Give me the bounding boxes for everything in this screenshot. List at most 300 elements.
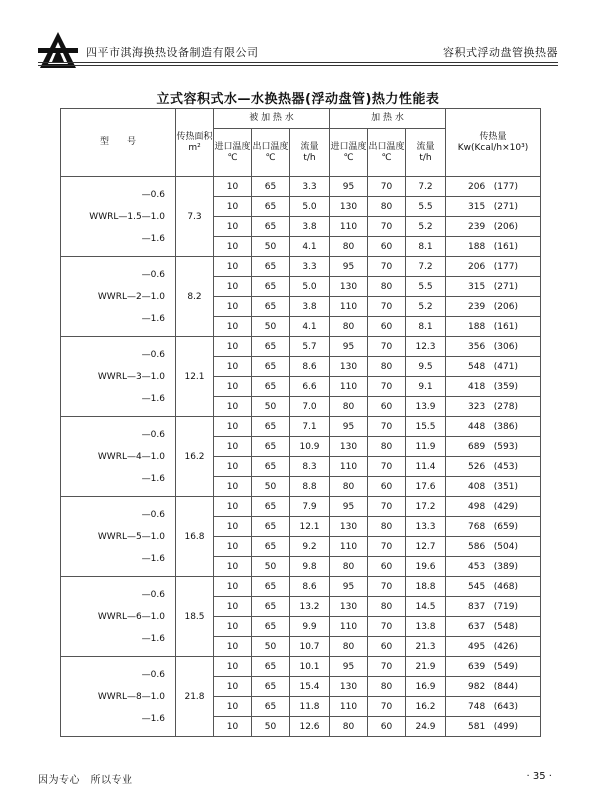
heated-outlet-cell: 65 [252,677,290,697]
heat-duty-cell [446,177,541,197]
heated-outlet-cell: 65 [252,197,290,217]
heated-outlet-cell: 65 [252,537,290,557]
heated-outlet-cell: 65 [252,697,290,717]
heat-duty-cell [446,217,541,237]
heating-outlet-cell: 80 [368,357,406,377]
heated-flow-cell: 10.1 [290,657,330,677]
heated-flow-cell: 7.0 [290,397,330,417]
heat-duty-kw: 315 [468,201,486,212]
heating-flow-cell: 5.2 [406,297,446,317]
col-heated-flow: 流量 t/h [290,129,330,177]
model-spec: —0.6 [141,429,165,440]
heated-outlet-cell: 50 [252,557,290,577]
heated-outlet-cell: 65 [252,457,290,477]
heated-inlet-cell: 10 [214,277,252,297]
model-spec: WWRL—8—1.0 [97,691,165,702]
model-cell [61,657,176,737]
heat-duty-kcal: (389) [493,561,518,572]
heated-flow-cell: 13.2 [290,597,330,617]
table-row [61,497,541,517]
heating-inlet-cell: 80 [330,237,368,257]
heated-inlet-cell: 10 [214,197,252,217]
heated-inlet-cell: 10 [214,537,252,557]
heating-outlet-cell: 80 [368,517,406,537]
heat-duty-kw: 548 [468,361,486,372]
col-heated-outlet: 出口温度 ℃ [252,129,290,177]
heated-inlet-cell: 10 [214,477,252,497]
heating-outlet-cell: 70 [368,297,406,317]
heating-outlet-cell: 70 [368,657,406,677]
header-rule-thin [38,65,558,66]
model-cell [61,257,176,337]
heated-inlet-cell: 10 [214,177,252,197]
heated-outlet-cell: 65 [252,357,290,377]
heated-inlet-cell: 10 [214,217,252,237]
heat-duty-kcal: (504) [493,541,518,552]
model-spec: WWRL—3—1.0 [97,371,165,382]
model-spec: —1.6 [141,233,165,244]
heat-duty-cell [446,477,541,497]
heating-flow-cell: 5.5 [406,277,446,297]
heating-inlet-cell: 130 [330,677,368,697]
table-row [61,177,541,197]
heat-duty-cell [446,377,541,397]
model-spec: —1.6 [141,633,165,644]
heat-duty-kw: 418 [468,381,486,392]
heat-duty-kcal: (306) [493,341,518,352]
heated-flow-cell: 3.3 [290,177,330,197]
heat-duty-kw: 323 [468,401,486,412]
heating-inlet-cell: 110 [330,377,368,397]
heat-duty-kw: 206 [468,181,486,192]
heating-outlet-cell: 70 [368,497,406,517]
heating-flow-cell: 12.7 [406,537,446,557]
heated-outlet-cell: 65 [252,597,290,617]
heated-outlet-cell: 50 [252,397,290,417]
heating-inlet-cell: 130 [330,277,368,297]
page-number: · 35 · [526,771,552,782]
company-logo-icon [38,30,78,70]
heating-outlet-cell: 80 [368,677,406,697]
heat-duty-kw: 356 [468,341,486,352]
heating-inlet-cell: 95 [330,177,368,197]
heat-duty-kcal: (386) [493,421,518,432]
heat-duty-kw: 239 [468,301,486,312]
heat-duty-cell [446,597,541,617]
col-heated-water: 被 加 热 水 [214,109,330,129]
heated-outlet-cell: 65 [252,297,290,317]
heated-outlet-cell: 65 [252,277,290,297]
heat-duty-cell [446,617,541,637]
heat-duty-cell [446,297,541,317]
heating-inlet-cell: 80 [330,397,368,417]
model-spec: —0.6 [141,589,165,600]
heat-duty-kw: 982 [468,681,486,692]
heat-duty-cell [446,277,541,297]
heat-duty-kw: 315 [468,281,486,292]
heating-outlet-cell: 70 [368,577,406,597]
header-rule [38,62,558,63]
heated-flow-cell: 11.8 [290,697,330,717]
heating-outlet-cell: 80 [368,277,406,297]
heating-inlet-cell: 95 [330,257,368,277]
heat-duty-kcal: (359) [493,381,518,392]
heating-inlet-cell: 130 [330,597,368,617]
model-spec: —0.6 [141,669,165,680]
heating-outlet-cell: 70 [368,417,406,437]
heated-outlet-cell: 65 [252,577,290,597]
heated-inlet-cell: 10 [214,437,252,457]
heating-inlet-cell: 110 [330,217,368,237]
table-title: 立式容积式水—水换热器(浮动盘管)热力性能表 [156,92,440,107]
heating-flow-cell: 15.5 [406,417,446,437]
heat-duty-kcal: (271) [493,201,518,212]
heat-duty-kcal: (278) [493,401,518,412]
heated-flow-cell: 15.4 [290,677,330,697]
heating-outlet-cell: 70 [368,177,406,197]
heated-inlet-cell: 10 [214,637,252,657]
heat-duty-cell [446,257,541,277]
heat-duty-kw: 545 [468,581,486,592]
heating-outlet-cell: 70 [368,617,406,637]
table-row [61,417,541,437]
heated-inlet-cell: 10 [214,657,252,677]
heat-duty-kcal: (161) [493,321,518,332]
heating-outlet-cell: 80 [368,597,406,617]
heat-duty-cell [446,317,541,337]
table-row [61,337,541,357]
heating-outlet-cell: 70 [368,377,406,397]
model-cell [61,177,176,257]
heated-outlet-cell: 65 [252,497,290,517]
heated-flow-cell: 12.6 [290,717,330,737]
heated-inlet-cell: 10 [214,337,252,357]
heat-duty-cell [446,657,541,677]
heat-duty-cell [446,697,541,717]
heating-inlet-cell: 110 [330,617,368,637]
col-heating-flow: 流量 t/h [406,129,446,177]
heating-flow-cell: 13.3 [406,517,446,537]
heated-inlet-cell: 10 [214,257,252,277]
heat-duty-kcal: (659) [493,521,518,532]
heating-outlet-cell: 60 [368,557,406,577]
heated-flow-cell: 8.8 [290,477,330,497]
heating-flow-cell: 21.3 [406,637,446,657]
heated-flow-cell: 7.9 [290,497,330,517]
heating-flow-cell: 8.1 [406,237,446,257]
heating-outlet-cell: 70 [368,457,406,477]
heat-duty-kcal: (351) [493,481,518,492]
col-area [176,109,214,177]
heat-duty-kcal: (177) [493,181,518,192]
heat-duty-cell [446,497,541,517]
heated-flow-cell: 10.7 [290,637,330,657]
heat-duty-kcal: (429) [493,501,518,512]
heating-inlet-cell: 130 [330,517,368,537]
heated-inlet-cell: 10 [214,237,252,257]
area-cell: 8.2 [176,257,214,337]
heated-outlet-cell: 65 [252,377,290,397]
heating-inlet-cell: 80 [330,317,368,337]
heating-inlet-cell: 80 [330,557,368,577]
heat-duty-cell [446,557,541,577]
heating-flow-cell: 13.8 [406,617,446,637]
heat-duty-kw: 768 [468,521,486,532]
model-spec: —0.6 [141,189,165,200]
model-spec: WWRL—4—1.0 [97,451,165,462]
heat-duty-cell [446,637,541,657]
heated-inlet-cell: 10 [214,297,252,317]
heat-duty-kw: 239 [468,221,486,232]
heated-inlet-cell: 10 [214,677,252,697]
col-area-unit: m² [188,142,201,153]
heat-duty-kcal: (453) [493,461,518,472]
heat-duty-cell [446,537,541,557]
heat-duty-cell [446,197,541,217]
heated-inlet-cell: 10 [214,517,252,537]
table-row [61,657,541,677]
heated-outlet-cell: 65 [252,657,290,677]
heat-duty-kw: 498 [468,501,486,512]
model-spec: WWRL—6—1.0 [97,611,165,622]
heated-outlet-cell: 65 [252,417,290,437]
heating-inlet-cell: 80 [330,477,368,497]
heated-inlet-cell: 10 [214,717,252,737]
heating-inlet-cell: 110 [330,297,368,317]
heat-duty-cell [446,437,541,457]
col-heating-water: 加 热 水 [330,109,446,129]
area-cell: 21.8 [176,657,214,737]
heated-flow-cell: 5.7 [290,337,330,357]
heat-duty-kw: 581 [468,721,486,732]
model-spec: WWRL—5—1.0 [97,531,165,542]
heat-duty-kw: 408 [468,481,486,492]
heating-flow-cell: 7.2 [406,257,446,277]
heated-outlet-cell: 50 [252,237,290,257]
model-spec: WWRL—1.5—1.0 [89,211,165,222]
heated-outlet-cell: 65 [252,177,290,197]
heated-flow-cell: 4.1 [290,237,330,257]
model-cell [61,577,176,657]
heated-inlet-cell: 10 [214,457,252,477]
heat-duty-cell [446,337,541,357]
model-cell [61,417,176,497]
col-heated-inlet: 进口温度 ℃ [214,129,252,177]
model-spec: WWRL—2—1.0 [97,291,165,302]
heating-flow-cell: 7.2 [406,177,446,197]
heat-duty-kw: 448 [468,421,486,432]
heat-duty-cell [446,717,541,737]
heated-flow-cell: 9.2 [290,537,330,557]
heated-flow-cell: 7.1 [290,417,330,437]
heat-duty-kcal: (844) [493,681,518,692]
heated-inlet-cell: 10 [214,417,252,437]
heated-outlet-cell: 65 [252,337,290,357]
heating-flow-cell: 16.2 [406,697,446,717]
heat-duty-cell [446,357,541,377]
heat-duty-kw: 837 [468,601,486,612]
heat-duty-kcal: (719) [493,601,518,612]
heating-outlet-cell: 70 [368,217,406,237]
product-name: 容积式浮动盘管换热器 [443,46,558,59]
heat-duty-kw: 586 [468,541,486,552]
heat-duty-kw: 206 [468,261,486,272]
heat-duty-kcal: (177) [493,261,518,272]
heat-duty-cell [446,397,541,417]
col-model: 型 号 [61,109,176,177]
table-row [61,257,541,277]
heat-duty-cell [446,577,541,597]
heating-inlet-cell: 110 [330,537,368,557]
model-spec: —1.6 [141,473,165,484]
col-area-label: 传热面积 [176,131,213,142]
model-spec: —0.6 [141,269,165,280]
heat-duty-kw: 637 [468,621,486,632]
model-spec: —0.6 [141,349,165,360]
heated-flow-cell: 9.8 [290,557,330,577]
heating-outlet-cell: 70 [368,337,406,357]
heating-inlet-cell: 95 [330,497,368,517]
heat-duty-kcal: (471) [493,361,518,372]
heating-outlet-cell: 80 [368,197,406,217]
heating-flow-cell: 13.9 [406,397,446,417]
heated-flow-cell: 8.6 [290,357,330,377]
heated-flow-cell: 3.8 [290,297,330,317]
heat-duty-kcal: (206) [493,221,518,232]
heating-outlet-cell: 60 [368,397,406,417]
heat-duty-kw: 748 [468,701,486,712]
heating-flow-cell: 21.9 [406,657,446,677]
heated-outlet-cell: 50 [252,317,290,337]
heating-flow-cell: 17.6 [406,477,446,497]
heating-outlet-cell: 60 [368,317,406,337]
heated-flow-cell: 3.8 [290,217,330,237]
heated-inlet-cell: 10 [214,497,252,517]
heating-outlet-cell: 70 [368,697,406,717]
heated-inlet-cell: 10 [214,377,252,397]
model-spec: —1.6 [141,313,165,324]
model-spec: —1.6 [141,553,165,564]
heated-outlet-cell: 50 [252,477,290,497]
heat-duty-kcal: (593) [493,441,518,452]
heat-duty-kcal: (643) [493,701,518,712]
area-cell: 16.8 [176,497,214,577]
heat-duty-kcal: (549) [493,661,518,672]
heated-flow-cell: 12.1 [290,517,330,537]
heating-flow-cell: 11.9 [406,437,446,457]
heated-flow-cell: 4.1 [290,317,330,337]
heat-duty-kw: 495 [468,641,486,652]
heat-duty-cell [446,677,541,697]
model-spec: —1.6 [141,713,165,724]
heated-outlet-cell: 50 [252,637,290,657]
heated-inlet-cell: 10 [214,597,252,617]
heated-flow-cell: 6.6 [290,377,330,397]
heated-flow-cell: 3.3 [290,257,330,277]
performance-table [60,108,541,737]
heated-inlet-cell: 10 [214,697,252,717]
heated-inlet-cell: 10 [214,397,252,417]
heat-duty-kcal: (468) [493,581,518,592]
heat-duty-kcal: (206) [493,301,518,312]
model-cell [61,497,176,577]
heated-outlet-cell: 50 [252,717,290,737]
area-cell: 12.1 [176,337,214,417]
heated-inlet-cell: 10 [214,357,252,377]
heated-outlet-cell: 65 [252,257,290,277]
footer-slogan: 因为专心 所以专业 [38,775,133,786]
heating-inlet-cell: 130 [330,357,368,377]
heat-duty-kcal: (548) [493,621,518,632]
heated-flow-cell: 5.0 [290,197,330,217]
heat-duty-cell [446,517,541,537]
heat-duty-kcal: (499) [493,721,518,732]
heating-outlet-cell: 60 [368,717,406,737]
heating-flow-cell: 8.1 [406,317,446,337]
table-row [61,577,541,597]
heat-duty-kw: 188 [468,321,486,332]
heat-duty-kw: 526 [468,461,486,472]
heating-flow-cell: 14.5 [406,597,446,617]
heating-flow-cell: 17.2 [406,497,446,517]
heat-duty-cell [446,237,541,257]
heated-outlet-cell: 65 [252,617,290,637]
heating-outlet-cell: 60 [368,237,406,257]
model-spec: —1.6 [141,393,165,404]
heated-outlet-cell: 65 [252,217,290,237]
heated-flow-cell: 5.0 [290,277,330,297]
heated-flow-cell: 8.6 [290,577,330,597]
area-cell: 18.5 [176,577,214,657]
heating-inlet-cell: 95 [330,417,368,437]
heating-outlet-cell: 60 [368,637,406,657]
col-heat-duty [446,109,541,177]
heating-inlet-cell: 95 [330,577,368,597]
heating-flow-cell: 12.3 [406,337,446,357]
heating-outlet-cell: 70 [368,257,406,277]
heating-flow-cell: 16.9 [406,677,446,697]
page-header [38,28,558,74]
heated-outlet-cell: 65 [252,437,290,457]
heating-inlet-cell: 80 [330,637,368,657]
heated-flow-cell: 10.9 [290,437,330,457]
heating-outlet-cell: 70 [368,537,406,557]
model-spec: —0.6 [141,509,165,520]
heating-inlet-cell: 95 [330,657,368,677]
heat-duty-kw: 188 [468,241,486,252]
heating-flow-cell: 19.6 [406,557,446,577]
heating-outlet-cell: 80 [368,437,406,457]
heated-inlet-cell: 10 [214,617,252,637]
heating-inlet-cell: 130 [330,437,368,457]
heating-outlet-cell: 60 [368,477,406,497]
col-heating-outlet: 出口温度 ℃ [368,129,406,177]
heated-inlet-cell: 10 [214,317,252,337]
area-cell: 16.2 [176,417,214,497]
area-cell: 7.3 [176,177,214,257]
heat-duty-kw: 453 [468,561,486,572]
heated-flow-cell: 8.3 [290,457,330,477]
heating-flow-cell: 18.8 [406,577,446,597]
heat-duty-kw: 639 [468,661,486,672]
company-name: 四平市淇海换热设备制造有限公司 [86,46,259,59]
col-heating-inlet: 进口温度 ℃ [330,129,368,177]
col-heat-duty-unit: Kw(Kcal/h×10³) [457,142,529,153]
col-heat-duty-label: 传热量 [479,131,507,142]
heat-duty-kcal: (426) [493,641,518,652]
heating-flow-cell: 9.1 [406,377,446,397]
heated-flow-cell: 9.9 [290,617,330,637]
